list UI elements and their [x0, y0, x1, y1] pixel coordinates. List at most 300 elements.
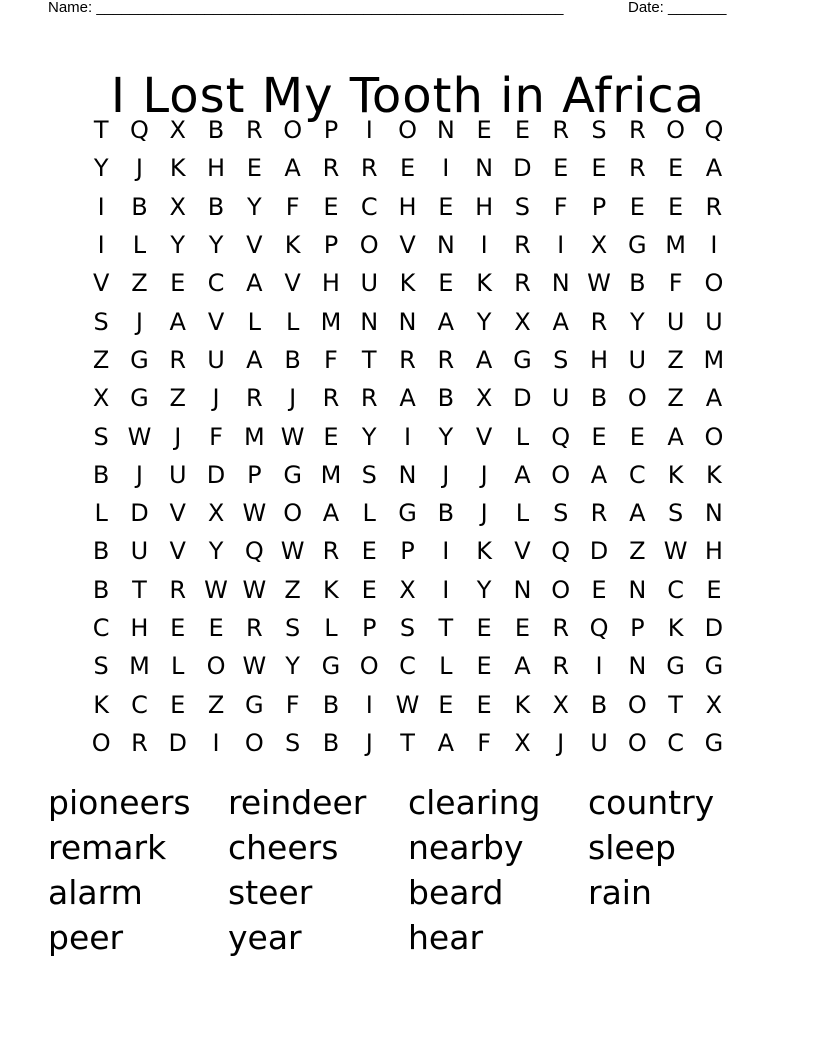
grid-letter: F	[668, 269, 683, 298]
grid-letter: A	[169, 307, 186, 336]
grid-letter: K	[706, 460, 722, 489]
grid-letter: N	[628, 652, 647, 681]
grid-letter: E	[706, 575, 722, 604]
grid-letter: I	[442, 537, 450, 566]
grid-letter: K	[476, 269, 492, 298]
grid-letter: V	[92, 269, 110, 298]
grid-letter: J	[289, 384, 297, 413]
grid-letter: G	[628, 231, 647, 260]
grid-letter: A	[590, 460, 608, 489]
grid-letter: V	[207, 307, 225, 336]
grid-letter: E	[170, 614, 186, 642]
grid-letter: V	[169, 537, 186, 566]
grid-letter: B	[437, 384, 455, 413]
grid-letter: T	[668, 690, 683, 719]
word-list-item: country	[588, 783, 715, 822]
grid-letter: G	[130, 345, 149, 374]
grid-letter: T	[361, 345, 377, 374]
grid-letter: A	[705, 154, 723, 183]
grid-letter: X	[169, 192, 186, 221]
grid-letter: W	[395, 690, 420, 719]
grid-letter: Z	[169, 384, 186, 413]
word-search-grid	[82, 111, 733, 762]
grid-letter: W	[242, 499, 267, 528]
grid-letter: N	[436, 116, 455, 145]
grid-letter: O	[704, 422, 724, 451]
word-list-item: cheers	[228, 828, 339, 867]
word-list-item: peer	[48, 918, 124, 957]
grid-letter: G	[283, 460, 302, 489]
grid-letter: R	[360, 154, 378, 183]
grid-letter: N	[360, 307, 379, 336]
name-field-label: Name: ________________________________________________________	[48, 0, 564, 16]
grid-letter: R	[245, 384, 263, 413]
grid-letter: A	[322, 499, 340, 528]
grid-letter: O	[283, 116, 303, 145]
grid-letter: A	[284, 154, 301, 183]
grid-letter: B	[207, 116, 225, 145]
grid-letter: F	[285, 690, 300, 719]
grid-letter: W	[242, 575, 267, 604]
grid-letter: D	[130, 499, 149, 528]
grid-letter: T	[93, 116, 109, 145]
grid-letter: M	[703, 345, 725, 374]
grid-letter: U	[590, 728, 608, 757]
grid-letter: I	[365, 690, 373, 719]
grid-letter: O	[551, 460, 571, 489]
grid-letter: R	[399, 345, 416, 374]
grid-letter: Z	[629, 537, 646, 566]
grid-letter: Y	[247, 192, 262, 221]
grid-letter: F	[553, 192, 568, 221]
grid-letter: E	[170, 690, 186, 719]
grid-letter: J	[365, 728, 373, 757]
grid-letter: A	[437, 307, 455, 336]
grid-letter: B	[322, 728, 340, 757]
grid-letter: Z	[131, 269, 148, 298]
grid-letter: O	[91, 728, 111, 757]
grid-letter: A	[514, 460, 531, 489]
grid-letter: B	[284, 345, 301, 374]
grid-letter: R	[169, 575, 187, 604]
grid-letter: L	[324, 614, 338, 642]
grid-letter: W	[587, 269, 611, 298]
grid-letter: R	[590, 307, 608, 336]
word-list-item: sleep	[588, 828, 676, 867]
grid-letter: E	[361, 575, 377, 604]
grid-letter: U	[705, 307, 723, 336]
grid-letter: X	[169, 116, 186, 145]
grid-letter: G	[704, 728, 724, 757]
grid-letter: S	[361, 460, 377, 489]
grid-letter: E	[208, 614, 224, 642]
grid-letter: D	[168, 728, 187, 757]
grid-letter: E	[514, 614, 530, 642]
grid-letter: E	[668, 154, 684, 183]
grid-letter: B	[92, 575, 110, 604]
grid-letter: I	[403, 422, 412, 451]
grid-letter: K	[476, 537, 492, 566]
grid-letter: K	[323, 575, 339, 604]
grid-letter: R	[628, 154, 646, 183]
grid-letter: G	[398, 499, 417, 528]
grid-letter: E	[323, 192, 339, 221]
grid-letter: H	[704, 537, 723, 566]
grid-letter: G	[130, 384, 149, 413]
grid-letter: R	[245, 116, 263, 145]
grid-letter: E	[476, 690, 492, 719]
grid-letter: M	[129, 652, 150, 681]
grid-letter: F	[477, 728, 492, 757]
grid-letter: U	[168, 460, 187, 489]
grid-letter: E	[553, 154, 569, 183]
grid-letter: E	[591, 422, 607, 451]
grid-letter: A	[629, 499, 646, 528]
grid-letter: E	[629, 422, 645, 451]
grid-letter: K	[667, 460, 684, 489]
grid-letter: H	[475, 192, 494, 221]
grid-letter: S	[93, 307, 109, 336]
grid-letter: R	[322, 384, 340, 413]
grid-letter: W	[127, 422, 152, 451]
grid-letter: L	[362, 499, 376, 528]
grid-letter: T	[400, 728, 415, 757]
grid-letter: Y	[170, 231, 186, 260]
grid-letter: I	[480, 231, 488, 260]
grid-letter: E	[591, 154, 607, 183]
grid-letter: B	[437, 499, 455, 528]
grid-letter: E	[246, 154, 262, 183]
word-list-item: clearing	[408, 783, 541, 822]
grid-letter: W	[280, 422, 305, 451]
grid-letter: C	[399, 652, 416, 681]
grid-letter: E	[514, 116, 530, 145]
grid-letter: I	[442, 154, 450, 183]
grid-letter: S	[553, 499, 569, 528]
grid-letter: N	[475, 154, 494, 183]
grid-letter: M	[320, 460, 342, 489]
grid-letter: U	[551, 384, 570, 413]
word-list-item: year	[228, 918, 302, 957]
grid-letter: A	[552, 307, 569, 336]
grid-letter: B	[590, 384, 608, 413]
grid-letter: D	[513, 384, 532, 413]
grid-letter: D	[513, 154, 532, 183]
grid-letter: C	[360, 192, 378, 221]
grid-letter: O	[283, 499, 303, 528]
grid-letter: W	[663, 537, 688, 566]
grid-letter: Y	[361, 422, 377, 451]
grid-letter: K	[169, 154, 186, 183]
grid-letter: R	[514, 269, 531, 298]
grid-letter: I	[365, 116, 373, 145]
grid-letter: Z	[284, 575, 301, 604]
grid-letter: K	[284, 231, 301, 260]
grid-letter: N	[513, 575, 532, 604]
grid-letter: W	[280, 537, 305, 566]
grid-letter: Q	[551, 537, 571, 566]
grid-letter: I	[212, 728, 220, 757]
grid-letter: A	[475, 345, 493, 374]
grid-letter: N	[436, 231, 455, 260]
grid-letter: U	[666, 307, 685, 336]
grid-letter: R	[245, 614, 263, 642]
word-list-item: alarm	[48, 873, 143, 912]
grid-letter: S	[399, 614, 416, 642]
grid-letter: U	[207, 345, 225, 374]
grid-letter: L	[515, 499, 530, 528]
grid-letter: E	[170, 269, 186, 298]
grid-letter: X	[92, 384, 110, 413]
grid-letter: B	[590, 690, 608, 719]
grid-letter: O	[398, 116, 417, 145]
grid-letter: A	[705, 384, 723, 413]
grid-letter: Y	[208, 231, 224, 260]
grid-letter: E	[591, 575, 607, 604]
word-list	[48, 780, 768, 960]
grid-letter: M	[243, 422, 265, 451]
grid-letter: S	[514, 192, 531, 221]
grid-letter: F	[324, 345, 338, 374]
grid-letter: Y	[476, 575, 492, 604]
grid-letter: L	[171, 652, 185, 681]
word-list-item: remark	[48, 828, 167, 867]
grid-letter: Y	[438, 422, 454, 451]
grid-letter: R	[322, 537, 340, 566]
grid-letter: B	[322, 690, 340, 719]
grid-letter: R	[131, 728, 148, 757]
grid-letter: S	[285, 728, 301, 757]
grid-letter: B	[207, 192, 225, 221]
grid-letter: O	[551, 575, 571, 604]
grid-letter: I	[710, 231, 718, 260]
grid-letter: W	[242, 652, 267, 681]
grid-letter: I	[97, 192, 105, 221]
grid-letter: X	[552, 690, 569, 719]
grid-letter: F	[285, 192, 300, 221]
grid-letter: V	[169, 499, 186, 528]
grid-letter: C	[667, 575, 684, 604]
grid-letter: A	[399, 384, 416, 413]
grid-letter: Q	[704, 116, 724, 145]
grid-letter: Z	[667, 384, 684, 413]
grid-letter: E	[438, 690, 454, 719]
grid-letter: M	[320, 307, 342, 336]
grid-letter: O	[206, 652, 226, 681]
grid-letter: O	[704, 269, 724, 298]
grid-letter: E	[438, 192, 454, 221]
grid-letter: E	[399, 154, 416, 183]
grid-letter: E	[629, 192, 645, 221]
grid-letter: H	[321, 269, 340, 298]
grid-letter: X	[705, 690, 723, 719]
grid-letter: B	[131, 192, 148, 221]
grid-letter: A	[667, 422, 684, 451]
grid-letter: C	[207, 269, 225, 298]
grid-letter: O	[359, 652, 379, 681]
grid-letter: Y	[93, 154, 109, 183]
grid-letter: D	[704, 614, 724, 642]
grid-letter: X	[207, 499, 225, 528]
grid-letter: I	[442, 575, 450, 604]
grid-letter: I	[557, 231, 565, 260]
grid-letter: L	[285, 307, 300, 336]
grid-letter: E	[438, 269, 454, 298]
grid-letter: O	[627, 690, 647, 719]
grid-letter: J	[212, 384, 220, 413]
grid-letter: E	[323, 422, 339, 451]
grid-letter: P	[591, 192, 607, 221]
grid-letter: S	[93, 422, 109, 451]
grid-letter: S	[591, 116, 607, 145]
grid-letter: A	[246, 269, 263, 298]
grid-letter: C	[92, 614, 110, 642]
grid-letter: R	[590, 499, 608, 528]
grid-letter: U	[130, 537, 149, 566]
grid-letter: W	[204, 575, 228, 604]
word-list-item: steer	[228, 873, 313, 912]
grid-letter: X	[514, 728, 531, 757]
grid-letter: P	[361, 614, 377, 642]
word-list-item: rain	[588, 873, 652, 912]
grid-letter: V	[399, 231, 416, 260]
grid-letter: I	[595, 652, 603, 681]
grid-letter: P	[323, 231, 339, 260]
grid-letter: E	[361, 537, 377, 566]
grid-letter: Y	[476, 307, 492, 336]
grid-letter: R	[514, 231, 531, 260]
grid-letter: Q	[130, 116, 149, 145]
grid-letter: P	[247, 460, 262, 489]
grid-letter: O	[627, 728, 647, 757]
grid-letter: J	[174, 422, 182, 451]
grid-letter: E	[476, 652, 492, 681]
grid-letter: C	[628, 460, 646, 489]
grid-letter: A	[246, 345, 263, 374]
grid-letter: L	[439, 652, 453, 681]
grid-letter: N	[398, 460, 417, 489]
grid-letter: Z	[667, 345, 684, 374]
grid-letter: X	[590, 231, 608, 260]
grid-letter: D	[589, 537, 609, 566]
grid-letter: R	[628, 116, 646, 145]
grid-letter: O	[627, 384, 647, 413]
grid-letter: K	[93, 690, 110, 719]
grid-letter: J	[442, 460, 450, 489]
grid-letter: C	[667, 728, 684, 757]
grid-letter: R	[322, 154, 340, 183]
grid-letter: V	[246, 231, 263, 260]
grid-letter: I	[97, 231, 105, 260]
grid-letter: A	[437, 728, 455, 757]
grid-letter: D	[206, 460, 226, 489]
grid-letter: V	[475, 422, 493, 451]
grid-letter: J	[135, 154, 143, 183]
date-field-label: Date: _______	[628, 0, 727, 16]
word-list-item: beard	[408, 873, 504, 912]
grid-letter: P	[630, 614, 645, 642]
grid-letter: U	[628, 345, 647, 374]
grid-letter: O	[666, 116, 686, 145]
word-list-item: pioneers	[48, 783, 191, 822]
grid-letter: R	[552, 652, 570, 681]
grid-letter: M	[665, 231, 686, 260]
grid-letter: G	[321, 652, 341, 681]
grid-letter: A	[514, 652, 531, 681]
grid-letter: O	[359, 231, 379, 260]
grid-letter: C	[131, 690, 148, 719]
grid-letter: U	[360, 269, 379, 298]
grid-letter: S	[93, 652, 109, 681]
grid-letter: F	[209, 422, 223, 451]
page-title: I Lost My Tooth in Africa	[110, 68, 706, 125]
grid-letter: L	[515, 422, 530, 451]
grid-letter: Q	[589, 614, 609, 642]
grid-letter: P	[323, 116, 339, 145]
grid-letter: L	[247, 307, 262, 336]
grid-letter: K	[399, 269, 416, 298]
grid-letter: R	[360, 384, 378, 413]
grid-letter: Z	[92, 345, 110, 374]
grid-letter: J	[480, 499, 488, 528]
grid-letter: J	[557, 728, 565, 757]
grid-letter: G	[245, 690, 264, 719]
grid-letter: H	[207, 154, 226, 183]
grid-letter: N	[551, 269, 570, 298]
word-list-item: hear	[408, 918, 484, 957]
grid-letter: H	[589, 345, 609, 374]
grid-letter: J	[480, 460, 488, 489]
grid-letter: Y	[208, 537, 224, 566]
grid-letter: R	[552, 116, 570, 145]
grid-letter: N	[628, 575, 647, 604]
grid-letter: L	[132, 231, 147, 260]
grid-letter: K	[667, 614, 684, 642]
grid-letter: Y	[629, 307, 645, 336]
grid-letter: T	[132, 575, 147, 604]
grid-letter: B	[92, 460, 110, 489]
grid-letter: H	[398, 192, 417, 221]
grid-letter: Q	[551, 422, 571, 451]
grid-letter: N	[704, 499, 723, 528]
grid-letter: E	[476, 116, 492, 145]
grid-letter: R	[552, 614, 570, 642]
grid-letter: Q	[244, 537, 264, 566]
grid-letter: G	[704, 652, 724, 681]
grid-letter: Y	[285, 652, 300, 681]
word-list-item: nearby	[408, 828, 524, 867]
grid-letter: K	[514, 690, 531, 719]
grid-letter: L	[94, 499, 108, 528]
grid-letter: J	[135, 307, 143, 336]
grid-letter: V	[284, 269, 301, 298]
grid-letter: E	[476, 614, 492, 642]
grid-letter: R	[169, 345, 187, 374]
grid-letter: N	[398, 307, 417, 336]
grid-letter: S	[285, 614, 301, 642]
grid-letter: R	[437, 345, 455, 374]
grid-letter: X	[514, 307, 531, 336]
grid-letter: B	[629, 269, 646, 298]
grid-letter: J	[135, 460, 143, 489]
grid-letter: G	[513, 345, 532, 374]
grid-letter: E	[668, 192, 684, 221]
grid-letter: V	[514, 537, 531, 566]
worksheet-header	[48, 0, 748, 20]
grid-letter: Z	[207, 690, 225, 719]
grid-letter: O	[244, 728, 264, 757]
grid-letter: H	[130, 614, 149, 642]
